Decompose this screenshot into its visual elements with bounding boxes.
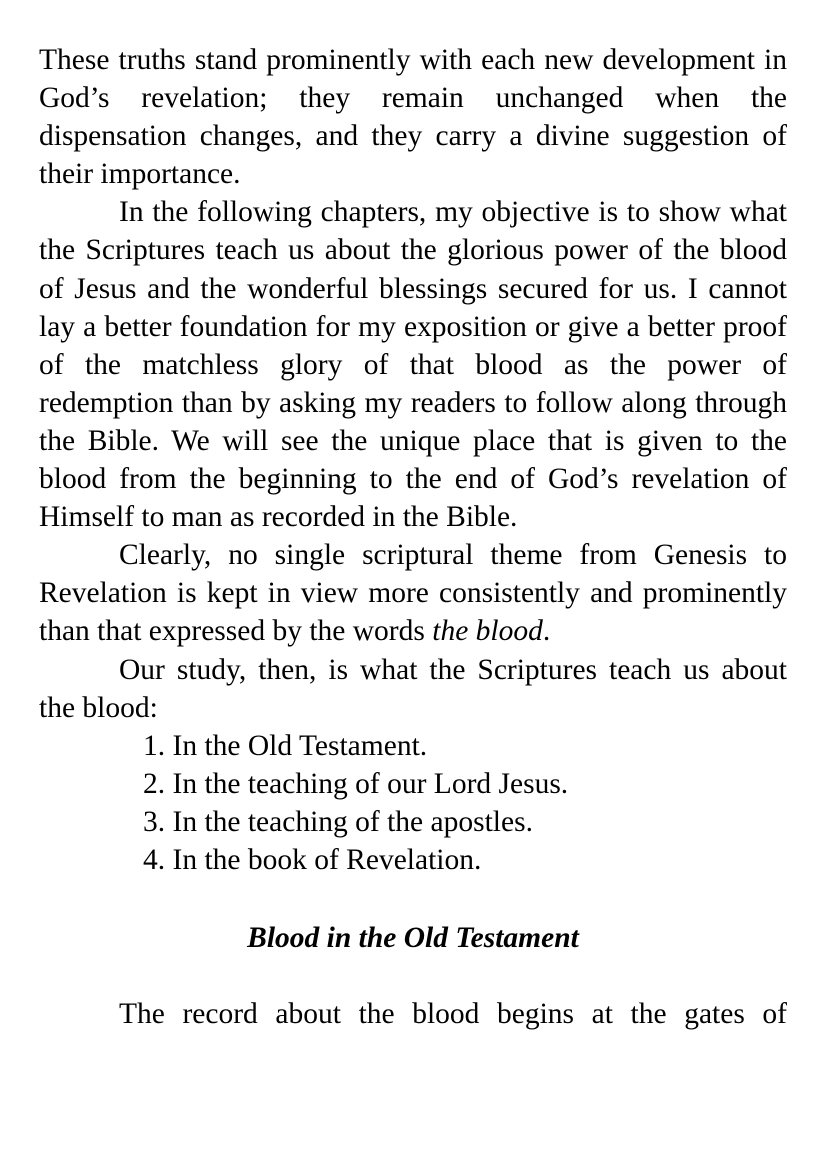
- paragraph-truths: These truths stand prominently with each new development in God’s revelation; they remain unchanged when the dispensation changes, and they carry a divine suggestion of their importance.: [39, 44, 787, 191]
- paragraph-objective: In the following chapters, my objective is to show what the Scriptures teach us about the glorious power of the blood of Jesus and the wonderful blessings secured for us. I cannot lay a better foundation for my exposition or give a better proof of the matchless glory of that blood as the power of redemption than by asking my readers to follow along through the Bible. We will see the unique place that is given to the blood from the beginning to the end of God’s revelation of Himself to man as recorded in the Bible.: [39, 196, 787, 534]
- list-item: 4. In the book of Revelation.: [143, 843, 482, 876]
- paragraph-theme: [39, 536, 787, 650]
- list-item: 3. In the teaching of the apostles.: [143, 805, 533, 838]
- paragraph-theme-text: Clearly, no single scriptural theme from Genesis to Revelation is kept in view more consistently and prominently than that expressed by the words: [39, 539, 787, 648]
- paragraph-record: The record about the blood begins at the gates of: [119, 998, 787, 1031]
- study-outline-list: [39, 727, 787, 879]
- document-page: [39, 41, 787, 1033]
- section-heading: Blood in the Old Testament: [247, 922, 579, 955]
- italic-the-blood: the blood: [432, 615, 543, 648]
- list-item: 2. In the teaching of our Lord Jesus.: [143, 767, 569, 800]
- paragraph-theme-period: .: [542, 615, 551, 648]
- list-item: 1. In the Old Testament.: [143, 729, 428, 762]
- paragraph-study: Our study, then, is what the Scriptures teach us about the blood:: [39, 653, 787, 724]
